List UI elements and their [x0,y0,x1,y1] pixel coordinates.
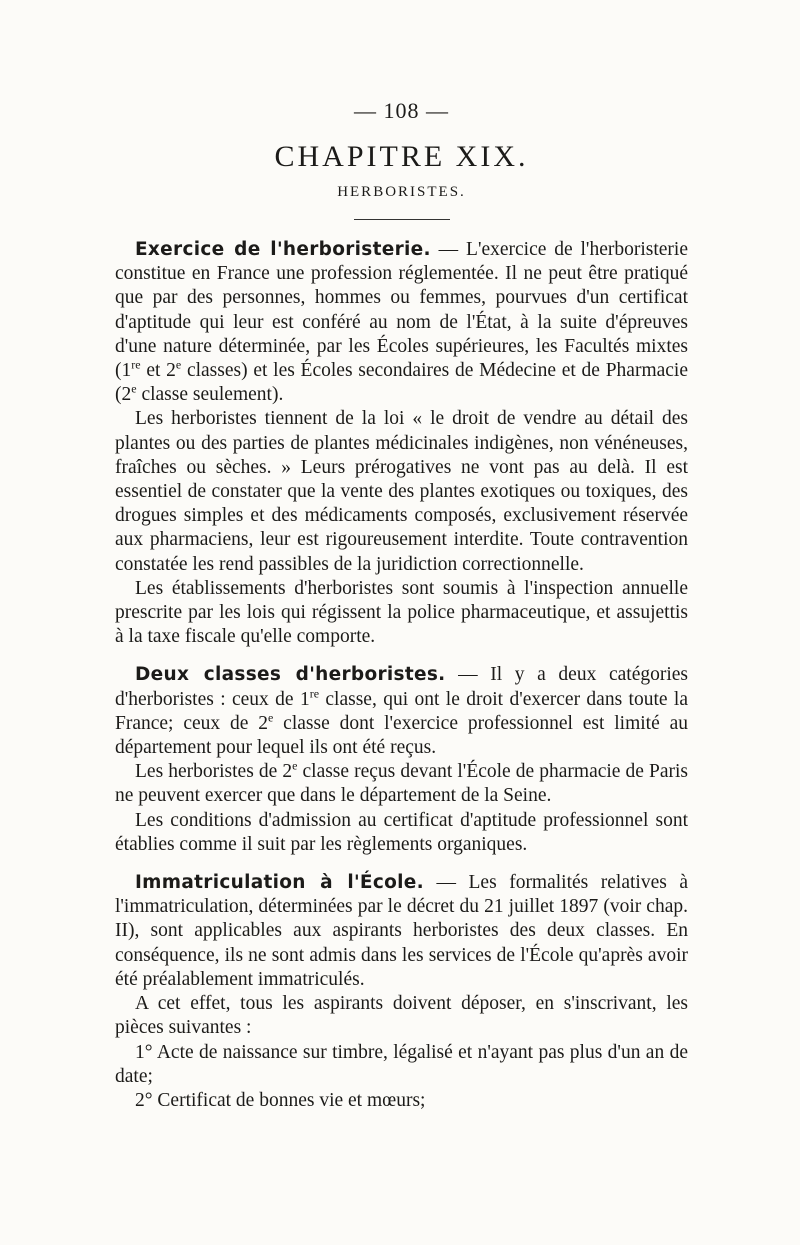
text-run: 2° Certificat de bonnes vie et mœurs; [135,1089,426,1111]
text-run: — Il y a deux catégories d'herboristes : ceux de 1 [115,664,689,710]
text-run: Les herboristes de 2 [135,761,293,783]
text-run: classes) et les Écoles secondaires de Médecine et de Pharmacie (2 [115,360,688,406]
superscript: e [292,758,298,773]
chapter-title: CHAPITRE XIX. [274,140,529,173]
text-run: 1° Acte de naissance sur timbre, légalisé et n'ayant pas plus d'un an de date; [115,1041,688,1087]
section-heading: Deux classes d'herboristes. [135,664,446,686]
text-run: Les conditions d'admission au certificat d'aptitude professionnel sont établies comme il suit par les règlements organiques. [115,809,688,855]
paragraph [115,760,688,808]
superscript: re [309,686,320,701]
text-run: classe, qui ont le droit d'exercer dans toute la France; ceux de 2 [115,688,688,734]
text-run: A cet effet, tous les aspirants doivent déposer, en s'inscrivant, les pièces suivantes : [115,993,688,1039]
superscript: e [175,357,182,372]
text-run: classe reçus devant l'École de pharmacie de Paris ne peuvent exercer que dans le département de la Seine. [115,761,688,807]
body-text [115,238,688,1113]
text-run: — L'exercice de l'herboristerie constitue en France une profession réglementée. Il ne peut être pratiqué que par des personnes, hommes ou femmes, pourvues d'un certificat d'aptitude qui leur est conféré au nom de l'État, à la suite d'épreuves d'une nature déterminée, par les Écoles supérieures, les Facultés mixtes (1 [115,239,688,382]
title-rule [354,219,450,220]
paragraph [115,1089,688,1113]
paragraph [115,663,688,760]
chapter-subtitle: HERBORISTES. [337,184,466,200]
section-heading: Exercice de l'herboristerie. [135,239,431,260]
superscript: re [131,357,141,372]
section [115,238,688,649]
paragraph [115,1041,688,1089]
text-run: Les herboristes tiennent de la loi « le droit de vendre au détail des plantes ou des parties de plantes médicinales indigènes, non vénéneuses, fraîches ou sèches. » Leurs prérogatives ne vont pas au delà. Il est essentiel de constater que la vente des plantes exotiques ou toxiques, des drogues simples et des médicaments composés, exclusivement réservée aux pharmaciens, leur est rigoureusement interdite. Toute contravention constatée les rend passibles de la juridiction correctionnelle. [115,408,688,575]
paragraph [115,238,688,407]
text-run: classe dont l'exercice professionnel est limité au département pour lequel ils ont été reçus. [115,712,689,759]
section [115,663,688,857]
paragraph [115,992,688,1040]
page-number: — 108 — [354,98,449,123]
paragraph [115,577,688,650]
section-heading: Immatriculation à l'École. [135,872,424,894]
paragraph [115,871,688,992]
text-run: et 2 [140,360,176,382]
superscript: e [268,710,274,725]
text-run: classe seulement). [136,384,284,406]
paragraph [115,407,688,576]
section [115,871,688,1113]
superscript: e [131,381,137,396]
text-run: Les établissements d'herboristes sont soumis à l'inspection annuelle prescrite par les lois qui régissent la police pharmaceutique, et assujettis à la taxe fiscale qu'elle comporte. [115,577,688,648]
text-run: — Les formalités relatives à l'immatriculation, déterminées par le décret du 21 juillet 1897 (voir chap. II), sont applicables aux aspirants herboristes des deux classes. En conséquence, ils ne sont admis dans les services de l'École qu'après avoir été préalablement immatriculés. [115,872,689,990]
paragraph [115,809,688,857]
